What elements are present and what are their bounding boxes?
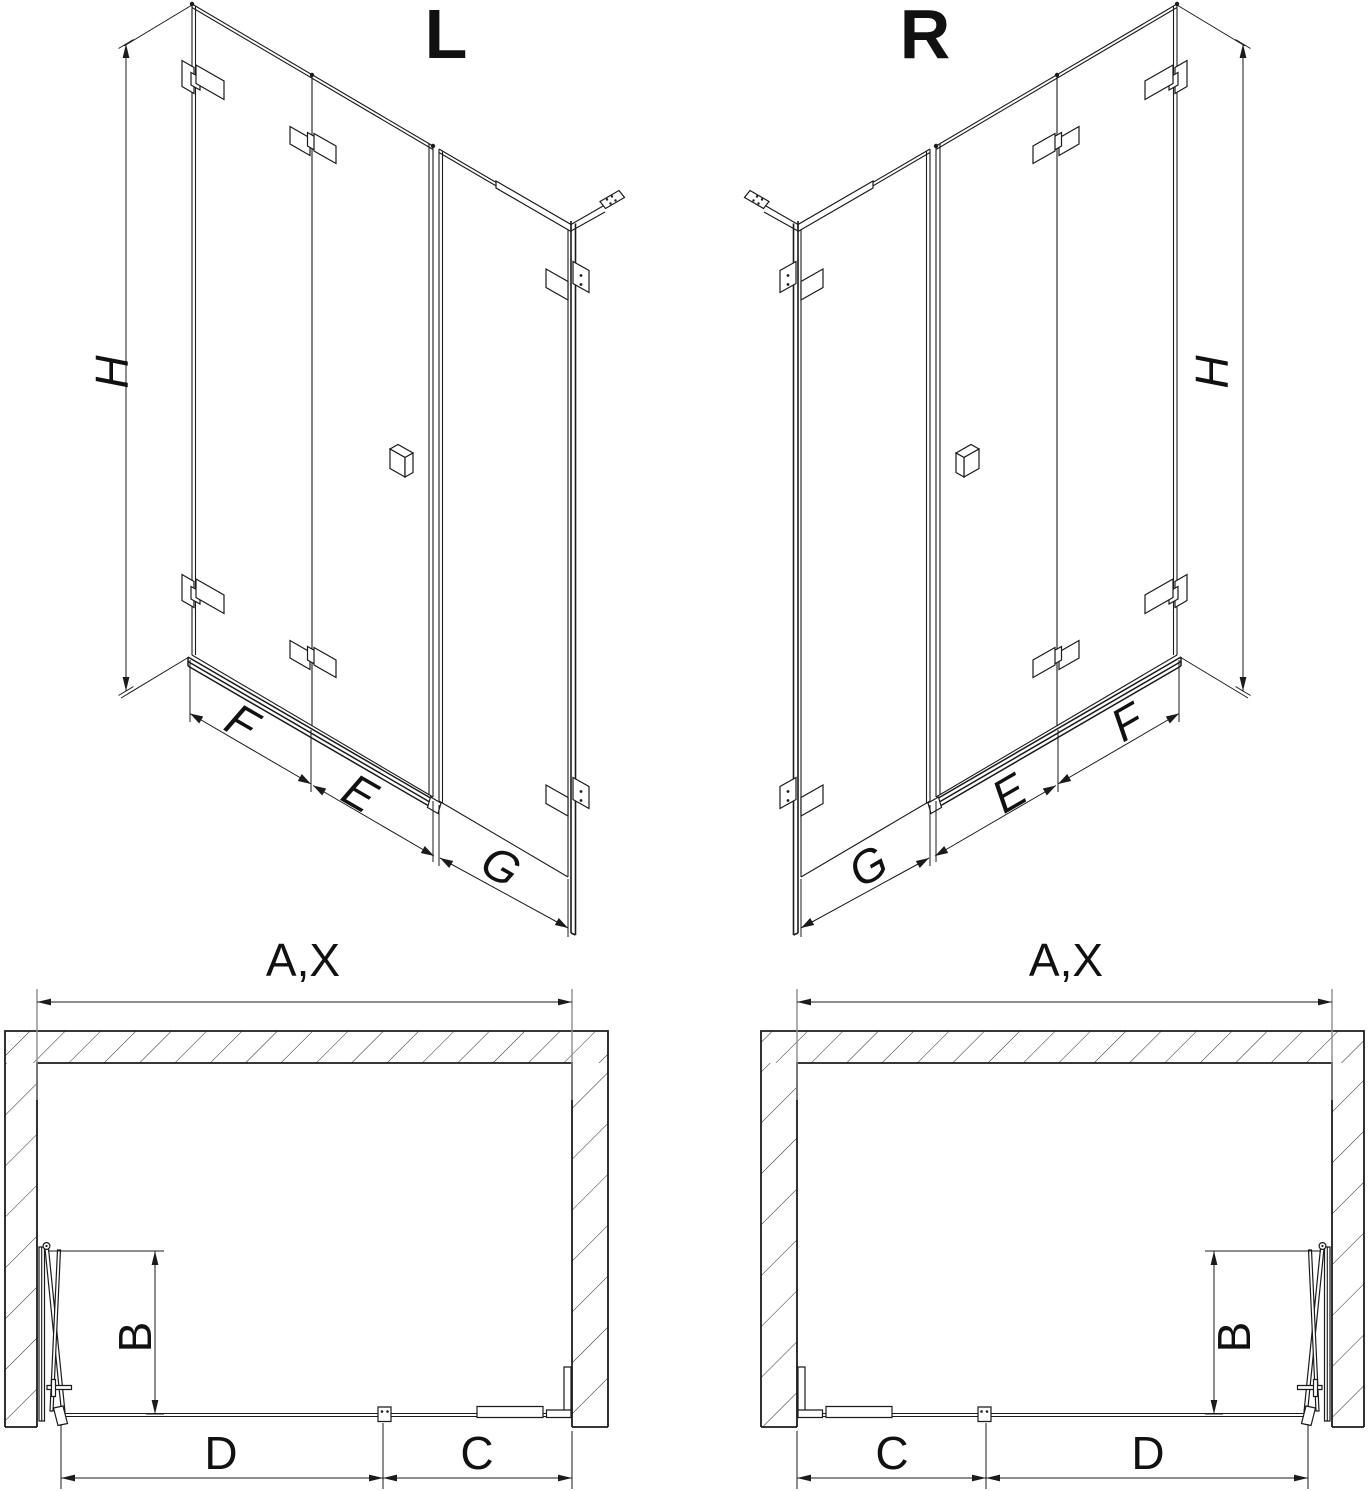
plan-left-geometry: [37, 989, 572, 1489]
plan-left-right-wall: [572, 1063, 608, 1427]
plan-right-left-wall: [761, 1063, 797, 1427]
iso-left-view: [86, 0, 625, 937]
dim-label-f-right: F: [1101, 692, 1153, 752]
dim-label-e-left: E: [333, 762, 387, 824]
dim-label-width-right: A,X: [1028, 934, 1104, 986]
plan-left-left-wall: [5, 1063, 37, 1427]
dim-label-height-left: H: [86, 355, 138, 389]
plan-left-top-wall: [5, 1031, 608, 1063]
dim-label-g-left: G: [472, 834, 530, 898]
plan-left-view: [5, 934, 608, 1489]
dim-label-d-right: D: [1131, 1427, 1165, 1479]
dim-label-f-left: F: [216, 692, 268, 752]
dim-label-c-left: C: [460, 1427, 494, 1479]
plan-right-geometry: [797, 989, 1332, 1489]
dim-label-e-right: E: [982, 762, 1036, 824]
plan-right-view: [761, 934, 1364, 1489]
dim-label-c-right: C: [875, 1427, 909, 1479]
dim-label-b-right: B: [1208, 1321, 1260, 1353]
iso-left-title: L: [424, 0, 468, 73]
plan-right-top-wall: [761, 1031, 1364, 1063]
dim-label-b-left: B: [109, 1321, 161, 1353]
iso-right-title: R: [899, 0, 951, 73]
dim-label-g-right: G: [839, 834, 897, 898]
plan-right-right-wall: [1332, 1063, 1364, 1427]
dim-label-d-left: D: [204, 1427, 238, 1479]
dim-label-width-left: A,X: [265, 934, 341, 986]
iso-right-view: [745, 0, 1251, 937]
dim-label-height-right: H: [1186, 355, 1238, 389]
